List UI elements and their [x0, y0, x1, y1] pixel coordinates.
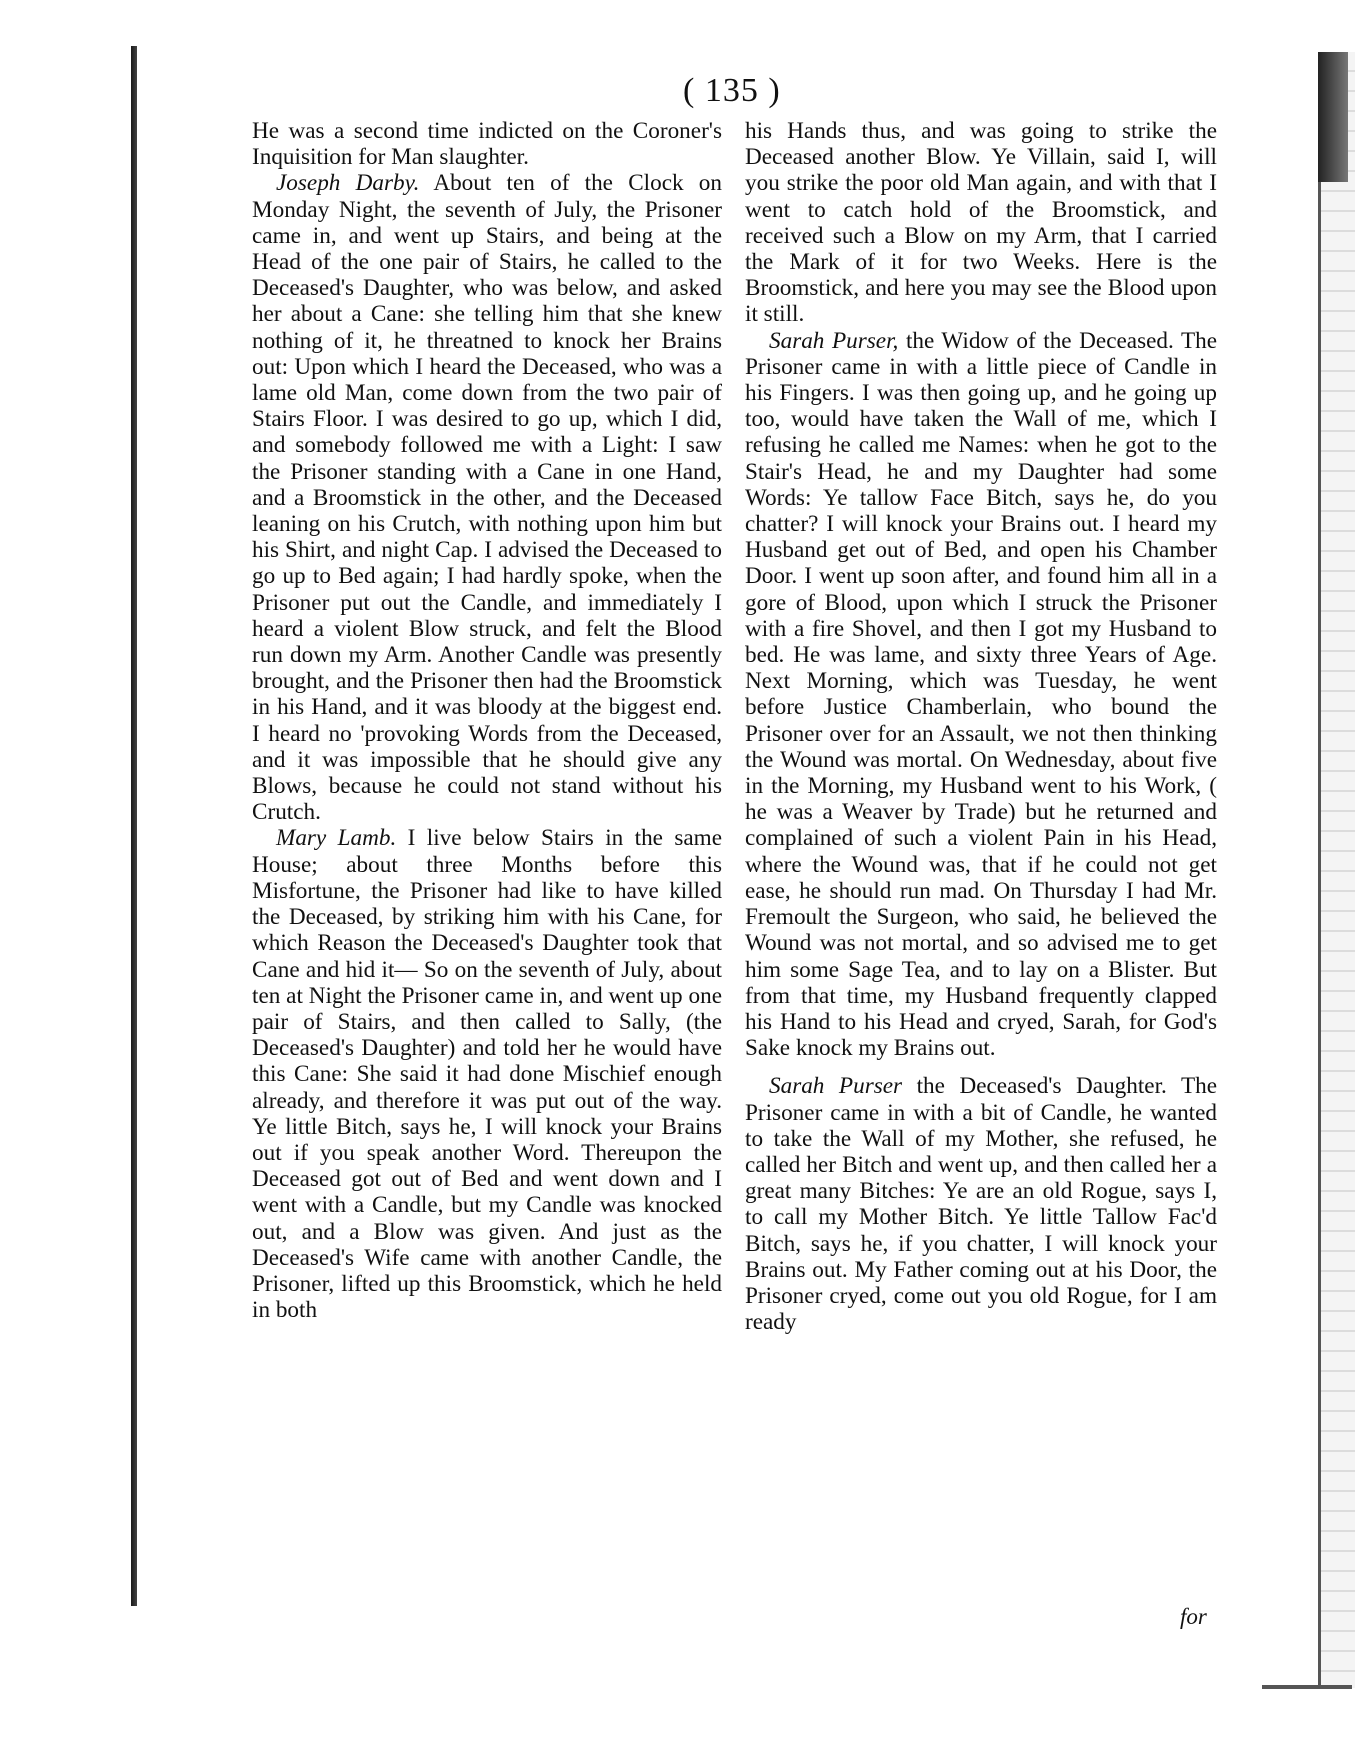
witness-name: Sarah Purser, — [769, 327, 899, 354]
testimony-sarah-purser-widow — [745, 328, 1217, 1062]
testimony-mary-lamb — [252, 825, 722, 1323]
testimony-text: the Widow of the Deceased. The Prisoner came in with a little piece of Candle in his Fingers. I was then going up, and he going up too, would have taken the Wall of me, which I refusing he called me Names: when he got to the Stair's Head, he and my Daughter had some Words: Ye tallow Face Bitch, says he, do you chatter? I will knock your Brains out. I heard my Husband get out of Bed, and open his Chamber Door. I went up soon after, and found him all in a gore of Blood, upon which I struck the Prisoner with a fire Shovel, and then I got my Husband to bed. He was lame, and sixty three Years of Age. Next Morning, which was Tuesday, he went before Justice Chamberlain, who bound the Prisoner over for an Assault, we not then thinking the Wound was mortal. On Wednesday, about five in the Morning, my Husband went to his Work, ( he was a Weaver by Trade) but he returned and complained of such a violent Pain in his Head, where the Wound was, that if he could not get ease, he should run mad. On Thursday I had Mr. Fremoult the Surgeon, who said, he believed the Wound was not mortal, and so advised me to get him some Sage Tea, and to lay on a Blister. But from that time, my Husband frequently clapped his Hand to his Head and cryed, Sarah, for God's Sake knock my Brains out. — [745, 327, 1218, 1062]
page-edge-bottom — [1262, 1685, 1352, 1689]
testimony-continued: his Hands thus, and was going to strike the Deceased another Blow. Ye Villain, said I, will you strike the poor old Man again, and with that I went to catch hold of the Broomstick, and received such a Blow on my Arm, that I carried the Mark of it for two Weeks. Here is the Broomstick, and here you may see the Blood upon it still. — [745, 118, 1217, 328]
testimony-joseph-darby — [252, 170, 722, 825]
testimony-sarah-purser-daughter — [745, 1073, 1217, 1335]
left-column — [252, 118, 722, 1323]
testimony-text: About ten of the Clock on Monday Night, the seventh of July, the Prisoner came in, and went up Stairs, and being at the Head of the one pair of Stairs, he called to the Deceased's Daughter, who was below, and asked her about a Cane: she telling him that she knew nothing of it, he threatned to knock her Brains out: Upon which I heard the Deceased, who was a lame old Man, come down from the two pair of Stairs Floor. I was desired to go up, which I did, and somebody followed me with a Light: I saw the Prisoner standing with a Cane in one Hand, and a Broomstick in the other, and the Deceased leaning on his Crutch, with nothing upon him but his Shirt, and night Cap. I advised the Deceased to go up to Bed again; I had hardly spoke, when the Prisoner put out the Candle, and immediately I heard a violent Blow struck, and felt the Blood run down my Arm. Another Candle was presently brought, and the Prisoner then had the Broomstick in his Hand, and it was bloody at the biggest end. I heard no 'provoking Words from the Deceased, and it was impossible that he should give any Blows, because he could not stand without his Crutch. — [252, 170, 722, 826]
witness-name: Mary Lamb. — [276, 825, 397, 852]
page-edge-shadow — [1318, 52, 1348, 182]
binding-shadow-left — [131, 46, 137, 1606]
testimony-text: the Deceased's Daughter. The Prisoner came in with a bit of Candle, he wanted to take the Wall of my Mother, she refused, he called her Bitch and went up, and then called her a great many Bitches: Ye are an old Rogue, says I, to call my Mother Bitch. Ye little Tallow Fac'd Bitch, says he, if you chatter, I will knock your Brains out. My Father coming out at his Door, the Prisoner cryed, come out you old Rogue, for I am ready — [745, 1073, 1217, 1336]
catchword: for — [1180, 1604, 1207, 1629]
witness-name: Joseph Darby. — [276, 170, 420, 197]
paragraph-indictment: He was a second time indicted on the Coroner's Inquisition for Man slaughter. — [252, 118, 722, 171]
page-number: ( 135 ) — [683, 72, 781, 109]
right-column — [745, 118, 1217, 1335]
witness-name: Sarah Purser — [769, 1073, 903, 1100]
testimony-text: I live below Stairs in the same House; about three Months before this Misfortune, the Prisoner had like to have killed the Deceased, by striking him with his Cane, for which Reason the Deceased's Daughter took that Cane and hid it— So on the seventh of July, about ten at Night the Prisoner came in, and went up one pair of Stairs, and then called to Sally, (the Deceased's Daughter) and told her he would have this Cane: She said it had done Mischief enough already, and therefore it was put out of the way. Ye little Bitch, says he, I will knock your Brains out if you speak another Word. Thereupon the Deceased got out of Bed and went down and I went with a Candle, but my Candle was knocked out, and a Blow was given. And just as the Deceased's Wife came with another Candle, the Prisoner, lifted up this Broomstick, which he held in both — [252, 825, 723, 1324]
page-edge-right — [1318, 52, 1355, 1688]
